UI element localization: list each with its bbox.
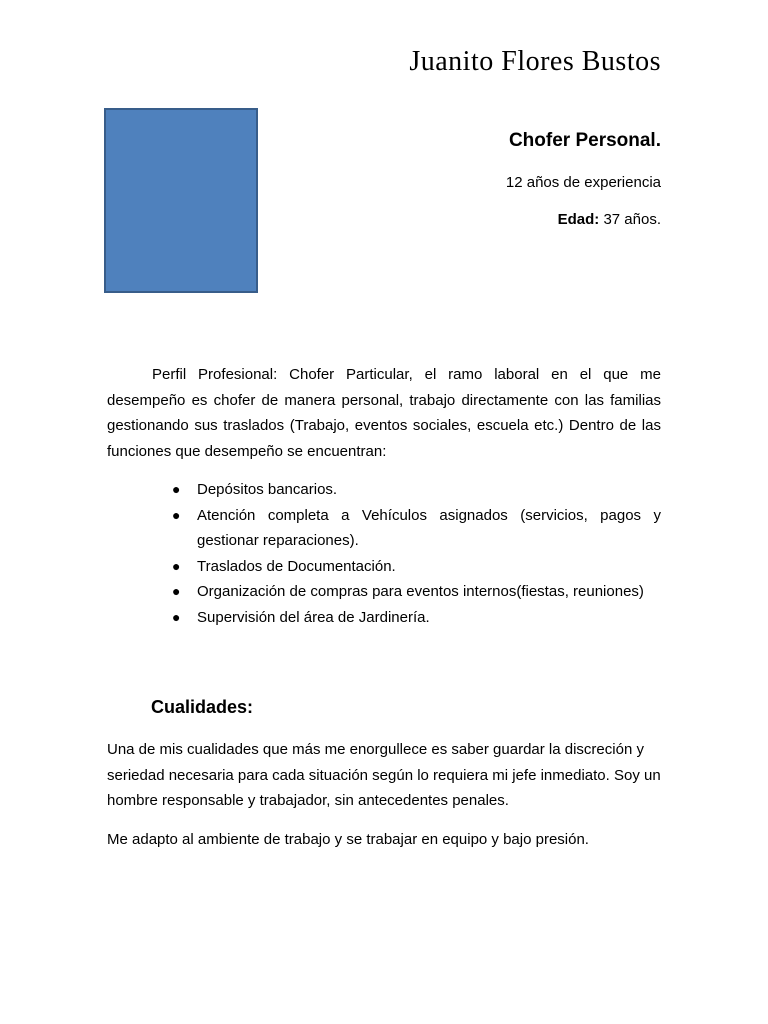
list-item xyxy=(172,605,661,631)
bullet-icon: ● xyxy=(172,608,181,625)
age-value: 37 años. xyxy=(599,211,661,228)
photo-placeholder xyxy=(104,108,258,293)
list-item-text: Traslados de Documentación. xyxy=(197,557,396,575)
list-item-text: Supervisión del área de Jardinería. xyxy=(197,608,430,626)
list-item xyxy=(172,503,661,554)
candidate-name: Juanito Flores Bustos xyxy=(409,46,661,77)
profile-paragraph xyxy=(107,362,661,464)
age-line xyxy=(558,211,661,228)
list-item xyxy=(172,554,661,580)
duties-list xyxy=(172,477,661,630)
job-title: Chofer Personal. xyxy=(508,130,661,151)
list-item xyxy=(172,477,661,503)
closing-paragraph: Me adapto al ambiente de trabajo y se trabajar en equipo y bajo presión. xyxy=(107,831,589,848)
list-item xyxy=(172,579,661,605)
bullet-icon: ● xyxy=(172,557,181,574)
bullet-icon: ● xyxy=(172,481,181,497)
age-label: Edad: xyxy=(557,211,600,228)
bullet-icon: ● xyxy=(172,506,181,523)
experience-text: 12 años de experiencia xyxy=(505,174,661,191)
list-item-text: Depósitos bancarios. xyxy=(197,481,338,498)
qualities-paragraph: Una de mis cualidades que más me enorgullece es saber guardar la discreción y seriedad necesaria para cada situación según lo requiera mi jefe inmediato. Soy un hombre responsable y trabajador, sin antecedentes penales. xyxy=(107,741,661,809)
list-item-text: Organización de compras para eventos internos(fiestas, reuniones) xyxy=(197,583,644,600)
qualities-heading: Cualidades: xyxy=(151,697,254,717)
list-item-text: Atención completa a Vehículos asignados (servicios, pagos y gestionar reparaciones). xyxy=(197,506,661,549)
bullet-icon: ● xyxy=(172,583,181,599)
profile-text: Perfil Profesional: Chofer Particular, el ramo laboral en el que me desempeño es chofer de manera personal, trabajo directamente con las familias gestionando sus traslados (Trabajo, eventos sociales, escuela etc.) Dentro de las funciones que desempeño se encuentran: xyxy=(107,366,661,460)
